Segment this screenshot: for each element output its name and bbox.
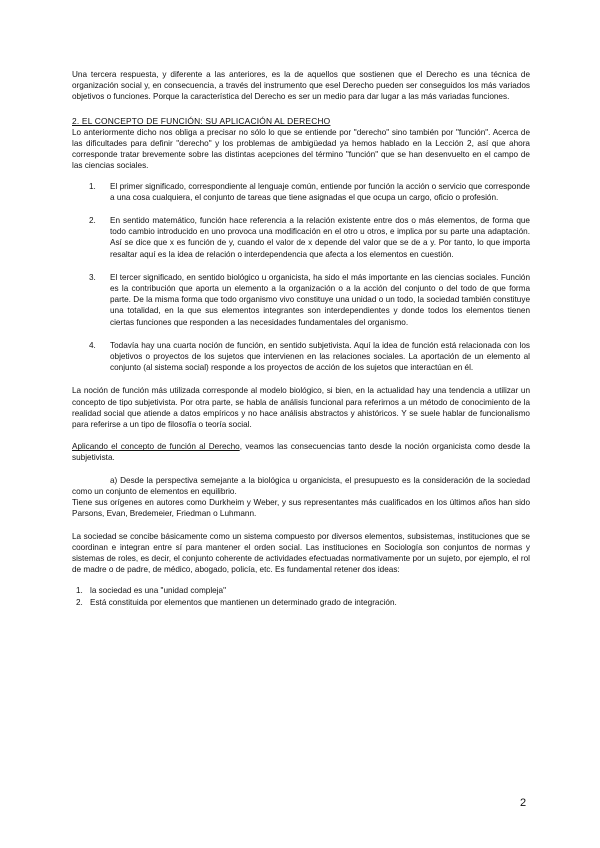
page-number: 2 xyxy=(520,797,527,809)
list-item-text: Todavía hay una cuarta noción de función, en sentido subjetivista. Aquí la idea de función está relacionada con los objetivos o proyectos de los sujetos que intervienen en las relaciones sociales. La aportación de un elemento al conjunto (al sistema social) responde a los proyectos de acción de los sujetos que interactúan en él. xyxy=(110,340,530,373)
society-paragraph: La sociedad se concibe básicamente como un sistema compuesto por diversos elementos, subsistemas, instituciones que se coordinan e integran entre sí para mantener el orden social. Las instituciones en Sociología son conjuntos de normas y sistemas de roles, es decir, el conjunto coherente de actividades efectuadas normativamente por un sujeto, por ejemplo, el rol de madre o de padre, de médico, abogado, policía, etc. Es fundamental retener dos ideas: xyxy=(72,531,530,575)
biological-model-paragraph: La noción de función más utilizada corresponde al modelo biológico, si bien, en la actualidad hay una tendencia a utilizar un concepto de tipo subjetivista. Por otra parte, se habla de análisis funcional para referirnos a un método de conocimiento de la realidad social que atiende a datos empíricos y no hace análisis abstractos y ahistóricos. Y se suele hablar de funcionalismo para referirse a un tipo de filosofía o teoría social. xyxy=(72,386,530,430)
ideas-list xyxy=(72,585,530,607)
list-item-text: Está constituida por elementos que mantienen un determinado grado de integración. xyxy=(90,597,397,607)
list-item xyxy=(72,215,530,260)
list-item-text: El tercer significado, en sentido biológico u organicista, ha sido el más importante en las ciencias sociales. Función es la contribución que aporta un elemento a la organización o a la acción del conjunto o del todo de que forma parte. De la misma forma que todo organismo vivo constituye una unidad o un todo, la sociedad también constituye una totalidad, en la que sus elementos integrantes son interdependientes y donde todos los elementos tienen ciertas funciones que responden a las necesidades fundamentales del organismo. xyxy=(110,272,530,327)
section-heading: 2. EL CONCEPTO DE FUNCIÓN: SU APLICACIÓN AL DERECHO xyxy=(72,115,331,126)
origins-paragraph: Tiene sus orígenes en autores como Durkheim y Weber, y sus representantes más cualificados en los últimos años han sido Parsons, Evan, Bredemeier, Friedman o Luhmann. xyxy=(72,498,530,519)
list-item-number: 1. xyxy=(76,586,83,596)
list-item xyxy=(72,181,530,203)
list-item-text: En sentido matemático, función hace referencia a la relación existente entre dos o más elementos, de forma que todo cambio introducido en uno provoca una modificación en el otro u otros, e implica por su parte una adaptación. Así se dice que x es función de y, cuando el valor de x depende del valor que se de a y. Por tanto, lo que importa resaltar aquí es la idea de relación o interdependencia que afecta a los elementos en cuestión. xyxy=(110,216,530,259)
meanings-list xyxy=(72,181,530,374)
list-item-number: 4. xyxy=(89,340,96,350)
list-item xyxy=(72,340,530,374)
applying-paragraph xyxy=(72,441,530,463)
point-a-paragraph: a) Desde la perspectiva semejante a la biológica u organicista, el presupuesto es la consideración de la sociedad como un conjunto de elementos en equilibrio. xyxy=(72,475,530,496)
applying-rest: , veamos las consecuencias tanto desde la noción organicista como desde la subjetivista. xyxy=(72,442,530,463)
intro-paragraph: Una tercera respuesta, y diferente a las anteriores, es la de aquellos que sostienen que el Derecho es una técnica de organización social y, en consecuencia, a través del instrumento que esel Derecho pueden ser conseguidos los más variados objetivos o funciones. Porque la característica del Derecho es ser un medio para dar lugar a las más variadas funciones. xyxy=(72,70,530,102)
list-item xyxy=(72,585,530,596)
list-item xyxy=(72,272,530,328)
list-item-text: El primer significado, correspondiente al lenguaje común, entiende por función la acción o servicio que corresponde a una cosa cualquiera, el conjunto de tareas que tiene asignadas el que ocupa un cargo, oficio o profesión. xyxy=(110,181,530,202)
list-item-number: 1. xyxy=(89,181,96,191)
list-item xyxy=(72,597,530,608)
list-item-number: 2. xyxy=(76,597,83,607)
document-page xyxy=(72,69,530,608)
section-intro-paragraph: Lo anteriormente dicho nos obliga a precisar no sólo lo que se entiende por "derecho" sino también por "función". Acerca de las dificultades para definir "derecho" y los problemas de ambigüedad ya hemos hablado en la Lección 2, así que ahora corresponde tratar brevemente sobre las distintas acepciones del término "función" que se han desenvuelto en el campo de las ciencias sociales. xyxy=(72,127,530,171)
list-item-number: 3. xyxy=(89,272,96,282)
list-item-text: la sociedad es una "unidad compleja" xyxy=(90,586,226,596)
list-item-number: 2. xyxy=(89,216,96,226)
applying-label: Aplicando el concepto de función al Derecho xyxy=(72,442,240,452)
